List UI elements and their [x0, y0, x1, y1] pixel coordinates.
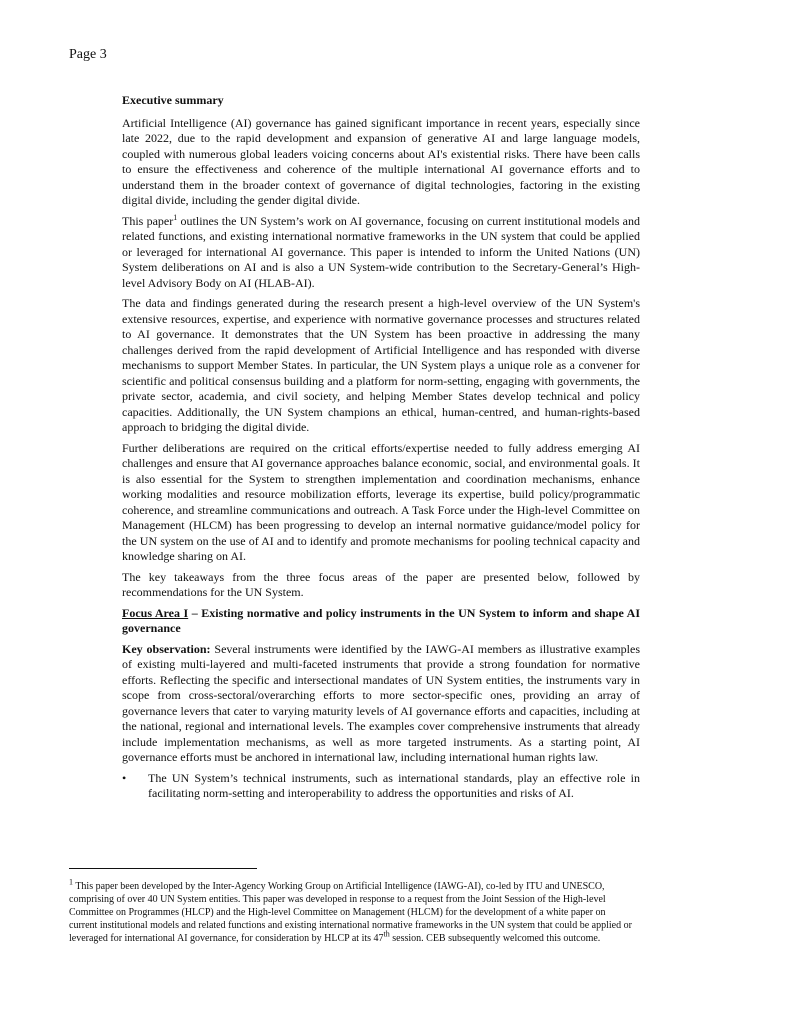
footnote-number: 1 — [69, 877, 73, 887]
summary-paragraph-4: Further deliberations are required on the critical efforts/expertise needed to fully address emerging AI challenges and ensure that AI governance approaches balance economic, social, and environmental goals. It is also essential for the System to strengthen implementation and coordination mechanisms, enhance working modalities and resource mobilization efforts, leverage its expertise, build policy/programmatic coherence, and streamline communications and outreach. A Task Force under the High-level Committee on Management (HLCM) has been progressing to develop an internal normative guidance/model policy for the UN system on the use of AI and to identify and promote mechanisms for pooling technical capacity and knowledge sharing on AI. — [122, 440, 640, 563]
focus-area-title: – Existing normative and policy instruments in the UN System to inform and shape AI governance — [122, 605, 641, 635]
summary-paragraph-5: The key takeaways from the three focus areas of the paper are presented below, followed by recommendations for the UN System. — [122, 569, 640, 599]
key-observation-paragraph — [122, 642, 640, 766]
bullet-icon: • — [122, 770, 127, 785]
summary-paragraph-1: Artificial Intelligence (AI) governance has gained significant importance in recent years, especially since late 2022, due to the rapid development and expansion of generative AI and large language models, coupled with numerous global leaders voicing concerns about AI's existential risks. There have been calls to ensure the effectiveness and coherence of the multiple international AI governance efforts and to understand them in the broader context of governance of digital technologies, factoring in the existing digital divide, including the gender digital divide. — [122, 115, 640, 207]
footnote-separator — [69, 868, 257, 869]
main-content — [122, 93, 640, 802]
summary-paragraph-2 — [122, 214, 640, 292]
bullet-item — [122, 771, 640, 802]
bullet-text: The UN System’s technical instruments, such as international standards, play an effective role in facilitating norm-setting and interoperability to address the opportunities and risks of AI. — [148, 770, 640, 800]
section-heading: Executive summary — [122, 93, 224, 107]
focus-area-heading — [122, 606, 640, 637]
key-observation-text: Several instruments were identified by the IAWG-AI members as illustrative examples of existing multi-layered and multi-faceted instruments that provide a strong foundation for normative efforts. Reflecting the specific and intersectional mandates of UN System entities, the instruments vary in scope from cross-sectoral/overarching efforts to more sector-specific ones, providing an array of governance levers that cater to varying maturity levels of AI governance efforts and capacities, including at the national, regional and international levels. The examples cover comprehensive instruments that already include implementation mechanisms, as well as more targeted instruments. As a starting point, AI governance efforts must be anchored in international law, including international human rights law. — [122, 641, 640, 764]
summary-paragraph-2-text: outlines the UN System’s work on AI governance, focusing on current institutional models and related functions, and existing international normative frameworks in the UN system that could be applied or leveraged for international AI governance. This paper is intended to inform the United Nations (UN) System deliberations on AI and is also a UN System-wide contribution to the Secretary-General’s High-level Advisory Body on AI (HLAB-AI). — [122, 213, 640, 290]
footnote-reference[interactable]: 1 — [173, 212, 178, 222]
footnote-text-end: session. CEB subsequently welcomed this outcome. — [389, 933, 601, 944]
footnote — [69, 877, 635, 945]
footnote-ordinal-suffix: th — [383, 929, 390, 939]
footnote-text: This paper been developed by the Inter-Agency Working Group on Artificial Intelligence (IAWG-AI), co-led by ITU and UNESCO, comprising of over 40 UN System entities. This paper was developed in response to a request from the Joint Session of the High-level Committee on Programmes (HLCP) and the High-level Committee on Management (HLCM) for the development of a white paper on current institutional models and related functions and existing international normative frameworks in the UN system that could be applied or leveraged for international AI governance, for consideration by HLCP at its 47 — [69, 881, 632, 944]
key-observation-label: Key observation: — [122, 641, 211, 656]
paper-reference-text: This paper — [122, 213, 174, 228]
page-number: Page 3 — [69, 47, 107, 62]
summary-paragraph-3: The data and findings generated during the research present a high-level overview of the UN System's extensive resources, expertise, and experience with normative governance processes and structures related to AI governance. It demonstrates that the UN System has been proactive in addressing the many challenges derived from the rapid development of Artificial Intelligence and has responded with diverse mechanisms to support Member States. In particular, the UN System plays a unique role as a convener for scientific and political consensus building and a platform for norm-setting, engaging with governments, the private sector, academia, and civil society, and helping Member States develop technical and policy capacities. Additionally, the UN System champions an ethical, human-centred, and human-rights-based approach to bridging the digital divide. — [122, 296, 640, 434]
focus-area-label: Focus Area I — [122, 605, 189, 620]
